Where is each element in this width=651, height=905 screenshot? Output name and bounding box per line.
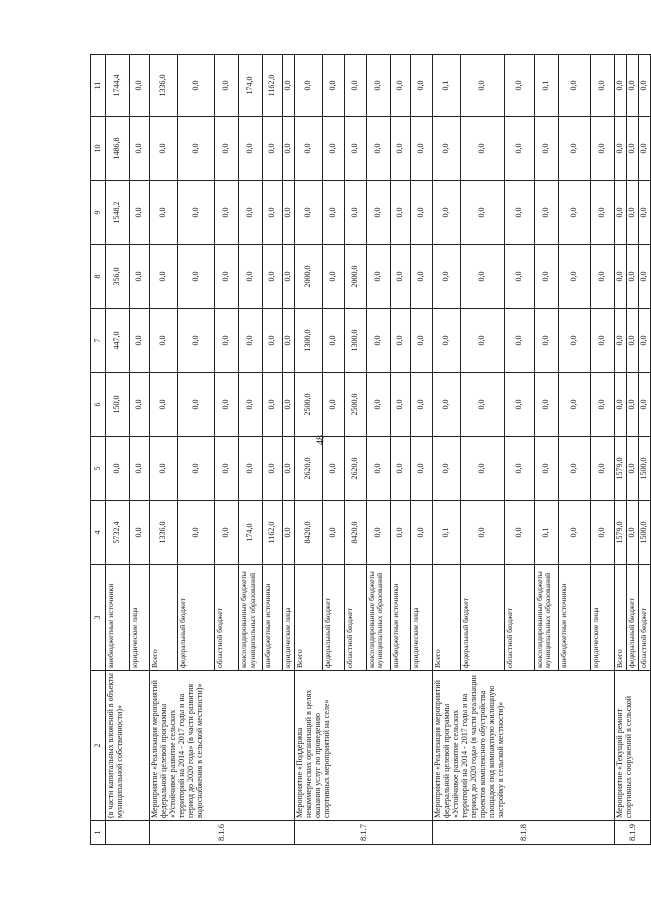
value-cell: 0,0	[590, 501, 614, 565]
value-cell: 0,0	[344, 55, 366, 117]
value-cell: 0,0	[626, 245, 638, 309]
funding-source: внебюджетные источники	[558, 565, 590, 671]
value-cell: 1744,4	[106, 55, 130, 117]
funding-source: областной бюджет	[215, 565, 239, 671]
value-cell: 0,0	[239, 245, 263, 309]
funding-source: Всего	[294, 565, 322, 671]
value-cell: 0,0	[178, 181, 215, 245]
value-cell: 0,0	[178, 309, 215, 373]
value-cell: 0,0	[294, 117, 322, 181]
value-cell: 0,0	[178, 373, 215, 437]
value-cell: 0,0	[263, 309, 283, 373]
value-cell: 0,0	[322, 373, 344, 437]
value-cell: 0,0	[344, 117, 366, 181]
value-cell: 0,0	[460, 501, 504, 565]
value-cell: 0,0	[638, 245, 650, 309]
value-cell: 1486,8	[106, 117, 130, 181]
value-cell: 1548,2	[106, 181, 130, 245]
funding-source: внебюджетные источники	[106, 565, 130, 671]
table-row	[150, 55, 178, 845]
value-cell: 0,0	[390, 245, 410, 309]
table-row	[614, 55, 626, 845]
value-cell: 0,1	[432, 501, 460, 565]
value-cell: 0,0	[215, 501, 239, 565]
value-cell: 0,0	[504, 373, 534, 437]
value-cell: 0,0	[106, 437, 130, 501]
value-cell: 0,0	[432, 373, 460, 437]
measure-code: 8.1.9	[614, 821, 650, 845]
value-cell: 2000,0	[294, 245, 322, 309]
value-cell: 0,0	[534, 181, 558, 245]
funding-source: консолидированные бюджеты муниципальных образований	[534, 565, 558, 671]
value-cell: 0,0	[590, 181, 614, 245]
measure-name: Мероприятие «Текущий ремонт спортивных сооружений в сельской	[614, 671, 650, 821]
value-cell: 0,0	[283, 117, 295, 181]
funding-source: федеральный бюджет	[322, 565, 344, 671]
value-cell: 0,0	[390, 181, 410, 245]
column-number-11: 11	[91, 55, 106, 117]
value-cell: 0,0	[460, 55, 504, 117]
column-number-4: 4	[91, 501, 106, 565]
value-cell: 1336,0	[150, 55, 178, 117]
value-cell: 0,0	[410, 117, 432, 181]
value-cell: 0,0	[504, 501, 534, 565]
measure-code: 8.1.7	[294, 821, 432, 845]
funding-source: юридические лица	[283, 565, 295, 671]
value-cell: 2000,0	[344, 245, 366, 309]
measure-code: 8.1.8	[432, 821, 614, 845]
value-cell: 0,0	[215, 309, 239, 373]
value-cell: 0,0	[460, 437, 504, 501]
header-row	[91, 55, 106, 845]
value-cell: 0,0	[130, 373, 150, 437]
value-cell: 1162,0	[263, 501, 283, 565]
value-cell: 0,0	[263, 437, 283, 501]
value-cell: 0,0	[215, 437, 239, 501]
value-cell: 2500,0	[294, 373, 322, 437]
value-cell: 0,0	[638, 373, 650, 437]
column-number-3: 3	[91, 565, 106, 671]
column-number-9: 9	[91, 181, 106, 245]
value-cell: 0,0	[534, 437, 558, 501]
value-cell: 0,0	[558, 437, 590, 501]
column-number-1: 1	[91, 821, 106, 845]
funding-source: федеральный бюджет	[460, 565, 504, 671]
value-cell: 0,0	[460, 373, 504, 437]
value-cell: 0,0	[130, 245, 150, 309]
value-cell: 0,0	[390, 55, 410, 117]
value-cell: 0,0	[215, 373, 239, 437]
value-cell: 0,0	[558, 245, 590, 309]
value-cell: 0,0	[504, 245, 534, 309]
funding-source: консолидированные бюджеты муниципальных образований	[366, 565, 390, 671]
measure-name: (в части капитальных вложений в объекты муниципальной собственности)»	[106, 671, 150, 821]
value-cell: 0,0	[130, 437, 150, 501]
value-cell: 0,0	[322, 437, 344, 501]
measure-name: Мероприятие «Реализация мероприятий федеральной целевой программы «Устойчивое развитие сельских территорий на 2014 - 2017 годы и на период до 2020 года» (в части развития водоснабжения в сельской местности)»	[150, 671, 295, 821]
value-cell: 0,0	[626, 309, 638, 373]
value-cell: 0,0	[432, 309, 460, 373]
funding-source: юридические лица	[590, 565, 614, 671]
value-cell: 1162,0	[263, 55, 283, 117]
value-cell: 1579,0	[614, 437, 626, 501]
value-cell: 0,0	[390, 373, 410, 437]
value-cell: 0,0	[215, 55, 239, 117]
value-cell: 0,0	[390, 309, 410, 373]
value-cell: 0,0	[294, 55, 322, 117]
value-cell: 0,0	[130, 181, 150, 245]
value-cell: 1300,0	[344, 309, 366, 373]
value-cell: 2620,0	[344, 437, 366, 501]
value-cell: 0,0	[614, 117, 626, 181]
value-cell: 0,0	[460, 117, 504, 181]
value-cell: 0,0	[638, 181, 650, 245]
value-cell: 0,0	[130, 117, 150, 181]
value-cell: 0,0	[239, 181, 263, 245]
value-cell: 0,0	[322, 181, 344, 245]
value-cell: 0,0	[410, 245, 432, 309]
column-number-10: 10	[91, 117, 106, 181]
value-cell: 0,0	[283, 181, 295, 245]
column-number-7: 7	[91, 309, 106, 373]
value-cell: 0,0	[534, 309, 558, 373]
value-cell: 0,1	[534, 501, 558, 565]
value-cell: 2500,0	[344, 373, 366, 437]
value-cell: 0,0	[626, 55, 638, 117]
value-cell: 150,0	[106, 373, 130, 437]
value-cell: 5732,4	[106, 501, 130, 565]
table-row	[432, 55, 460, 845]
value-cell: 356,0	[106, 245, 130, 309]
page-number: 48	[315, 435, 327, 445]
value-cell: 0,0	[638, 55, 650, 117]
value-cell: 1500,0	[638, 437, 650, 501]
funding-source: консолидированные бюджеты муниципальных образований	[239, 565, 263, 671]
value-cell: 0,0	[590, 309, 614, 373]
value-cell: 1300,0	[294, 309, 322, 373]
value-cell: 1579,0	[614, 501, 626, 565]
value-cell: 0,0	[283, 437, 295, 501]
value-cell: 0,1	[432, 55, 460, 117]
value-cell: 0,0	[322, 245, 344, 309]
value-cell: 0,0	[504, 55, 534, 117]
measure-code: 8.1.6	[150, 821, 295, 845]
value-cell: 0,0	[239, 309, 263, 373]
value-cell: 0,0	[178, 501, 215, 565]
value-cell: 0,0	[614, 373, 626, 437]
value-cell: 0,0	[432, 117, 460, 181]
value-cell: 0,0	[366, 181, 390, 245]
measure-code	[106, 821, 150, 845]
value-cell: 0,0	[410, 309, 432, 373]
value-cell: 0,0	[504, 309, 534, 373]
value-cell: 0,0	[390, 117, 410, 181]
value-cell: 1500,0	[638, 501, 650, 565]
value-cell: 0,0	[150, 117, 178, 181]
value-cell: 0,0	[130, 309, 150, 373]
table-body	[91, 55, 651, 845]
value-cell: 0,0	[504, 181, 534, 245]
rotated-table-frame	[90, 55, 648, 845]
value-cell: 0,0	[344, 181, 366, 245]
value-cell: 0,0	[558, 181, 590, 245]
column-number-2: 2	[91, 671, 106, 821]
value-cell: 0,0	[283, 245, 295, 309]
measure-name: Мероприятие «Поддержка некоммерческих организаций в целях оказания услуг по проведению спортивных мероприятий на селе»	[294, 671, 432, 821]
value-cell: 0,0	[504, 437, 534, 501]
value-cell: 0,0	[322, 117, 344, 181]
value-cell: 0,0	[432, 181, 460, 245]
value-cell: 0,0	[638, 309, 650, 373]
value-cell: 0,0	[390, 437, 410, 501]
value-cell: 0,0	[534, 245, 558, 309]
funding-source: внебюджетные источники	[263, 565, 283, 671]
value-cell: 0,0	[558, 501, 590, 565]
funding-source: областной бюджет	[344, 565, 366, 671]
value-cell: 0,0	[239, 373, 263, 437]
value-cell: 2620,0	[294, 437, 322, 501]
value-cell: 0,0	[626, 501, 638, 565]
value-cell: 0,0	[626, 117, 638, 181]
value-cell: 0,0	[178, 117, 215, 181]
value-cell: 0,0	[558, 55, 590, 117]
value-cell: 0,0	[150, 437, 178, 501]
value-cell: 0,0	[614, 181, 626, 245]
measure-name: Мероприятие «Реализация мероприятий федеральной целевой программы «Устойчивое развитие сельских территорий на 2014 - 2017 годы и на период до 2020 года» (в части реализации проектов комплексного обустройства площадок под компактную жилищную застройку в сельской местности)»	[432, 671, 614, 821]
value-cell: 0,0	[215, 245, 239, 309]
value-cell: 0,0	[410, 501, 432, 565]
value-cell: 0,0	[263, 117, 283, 181]
value-cell: 0,0	[626, 181, 638, 245]
value-cell: 0,0	[150, 309, 178, 373]
value-cell: 0,0	[626, 437, 638, 501]
funding-source: Всего	[432, 565, 460, 671]
value-cell: 0,0	[322, 501, 344, 565]
column-number-5: 5	[91, 437, 106, 501]
value-cell: 0,0	[432, 245, 460, 309]
value-cell: 0,0	[239, 437, 263, 501]
value-cell: 0,0	[614, 55, 626, 117]
column-number-8: 8	[91, 245, 106, 309]
funding-source: федеральный бюджет	[178, 565, 215, 671]
value-cell: 0,0	[390, 501, 410, 565]
value-cell: 447,0	[106, 309, 130, 373]
value-cell: 0,0	[150, 373, 178, 437]
value-cell: 0,0	[366, 245, 390, 309]
value-cell: 0,0	[410, 55, 432, 117]
value-cell: 0,0	[322, 55, 344, 117]
value-cell: 0,0	[150, 181, 178, 245]
value-cell: 0,0	[366, 501, 390, 565]
value-cell: 0,0	[366, 117, 390, 181]
value-cell: 0,0	[558, 373, 590, 437]
value-cell: 0,0	[178, 55, 215, 117]
value-cell: 0,0	[283, 501, 295, 565]
value-cell: 0,0	[590, 117, 614, 181]
value-cell: 8420,0	[294, 501, 322, 565]
funding-source: Всего	[614, 565, 626, 671]
value-cell: 0,0	[638, 117, 650, 181]
value-cell: 0,0	[534, 117, 558, 181]
value-cell: 0,0	[590, 437, 614, 501]
value-cell: 0,0	[150, 245, 178, 309]
funding-source: федеральный бюджет	[626, 565, 638, 671]
value-cell: 0,0	[130, 55, 150, 117]
value-cell: 1336,0	[150, 501, 178, 565]
value-cell: 0,0	[322, 309, 344, 373]
value-cell: 0,0	[366, 437, 390, 501]
value-cell: 0,0	[590, 55, 614, 117]
value-cell: 0,0	[294, 181, 322, 245]
value-cell: 0,0	[504, 117, 534, 181]
value-cell: 0,0	[614, 245, 626, 309]
value-cell: 0,0	[590, 245, 614, 309]
value-cell: 0,0	[239, 117, 263, 181]
value-cell: 0,0	[263, 181, 283, 245]
value-cell: 0,0	[283, 373, 295, 437]
column-number-6: 6	[91, 373, 106, 437]
value-cell: 0,0	[215, 117, 239, 181]
value-cell: 0,0	[283, 55, 295, 117]
value-cell: 0,0	[410, 373, 432, 437]
value-cell: 0,0	[215, 181, 239, 245]
value-cell: 174,0	[239, 55, 263, 117]
value-cell: 8420,0	[344, 501, 366, 565]
value-cell: 0,0	[460, 181, 504, 245]
value-cell: 0,0	[263, 373, 283, 437]
value-cell: 0,0	[432, 437, 460, 501]
value-cell: 0,0	[558, 309, 590, 373]
value-cell: 0,0	[626, 373, 638, 437]
value-cell: 174,0	[239, 501, 263, 565]
funding-source: внебюджетные источники	[390, 565, 410, 671]
value-cell: 0,0	[130, 501, 150, 565]
table-row	[294, 55, 322, 845]
value-cell: 0,0	[178, 437, 215, 501]
value-cell: 0,0	[534, 373, 558, 437]
value-cell: 0,0	[460, 245, 504, 309]
value-cell: 0,1	[534, 55, 558, 117]
value-cell: 0,0	[366, 373, 390, 437]
funding-source: областной бюджет	[504, 565, 534, 671]
value-cell: 0,0	[410, 181, 432, 245]
funding-source: юридические лица	[410, 565, 432, 671]
funding-source: юридические лица	[130, 565, 150, 671]
funding-source: областной бюджет	[638, 565, 650, 671]
value-cell: 0,0	[366, 309, 390, 373]
table-row	[106, 55, 130, 845]
budget-table	[90, 54, 651, 845]
value-cell: 0,0	[366, 55, 390, 117]
value-cell: 0,0	[410, 437, 432, 501]
value-cell: 0,0	[614, 309, 626, 373]
value-cell: 0,0	[178, 245, 215, 309]
funding-source: Всего	[150, 565, 178, 671]
value-cell: 0,0	[460, 309, 504, 373]
value-cell: 0,0	[283, 309, 295, 373]
value-cell: 0,0	[263, 245, 283, 309]
value-cell: 0,0	[590, 373, 614, 437]
value-cell: 0,0	[558, 117, 590, 181]
